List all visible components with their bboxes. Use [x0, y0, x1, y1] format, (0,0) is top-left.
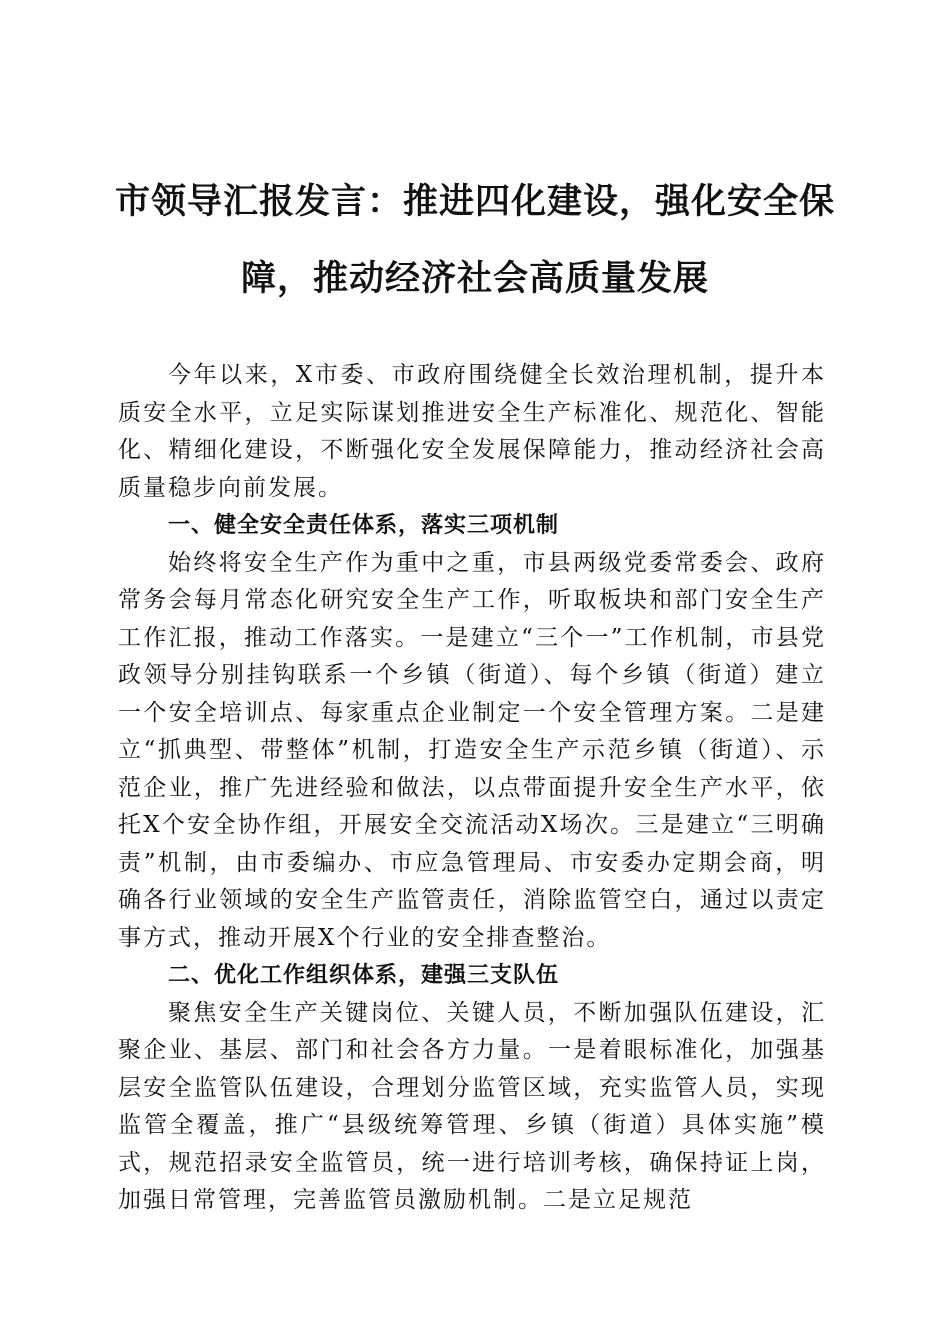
title-line-2: 障，推动经济社会高质量发展: [240, 259, 709, 299]
section-1-paragraph: 始终将安全生产作为重中之重，市县两级党委常委会、政府常务会每月常态化研究安全生产工作，听取板块和部门安全生产工作汇报，推动工作落实。一是建立“三个一”工作机制，市县党政领导分别挂钩联系一个乡镇（街道）、每个乡镇（街道）建立一个安全培训点、每家重点企业制定一个安全管理方案。二是建立“抓典型、带整体”机制，打造安全生产示范乡镇（街道）、示范企业，推广先进经验和做法，以点带面提升安全生产水平，依托X个安全协作组，开展安全交流活动X场次。三是建立“三明确责”机制，由市委编办、市应急管理局、市安委办定期会商，明确各行业领域的安全生产监管责任，消除监管空白，通过以责定事方式，推动开展X个行业的安全排查整治。: [118, 549, 826, 951]
title-line-1: 市领导汇报发言：推进四化建设，强化安全保: [114, 182, 835, 222]
section-2-heading: 二、优化工作组织体系，建强三支队伍: [168, 963, 560, 988]
document-body: [118, 357, 826, 1220]
section-1-heading: 一、健全安全责任体系，落实三项机制: [168, 513, 560, 538]
page-title: [110, 164, 840, 318]
intro-paragraph: 今年以来，X市委、市政府围绕健全长效治理机制，提升本质安全水平，立足实际谋划推进安全生产标准化、规范化、智能化、精细化建设，不断强化安全发展保障能力，推动经济社会高质量稳步向前发展。: [118, 362, 826, 501]
section-2-paragraph: 聚焦安全生产关键岗位、关键人员，不断加强队伍建设，汇聚企业、基层、部门和社会各方力量。一是着眼标准化，加强基层安全监管队伍建设，合理划分监管区域，充实监管人员，实现监管全覆盖，推广“县级统筹管理、乡镇（街道）具体实施”模式，规范招录安全监管员，统一进行培训考核，确保持证上岗，加强日常管理，完善监管员激励机制。二是立足规范: [118, 999, 826, 1213]
